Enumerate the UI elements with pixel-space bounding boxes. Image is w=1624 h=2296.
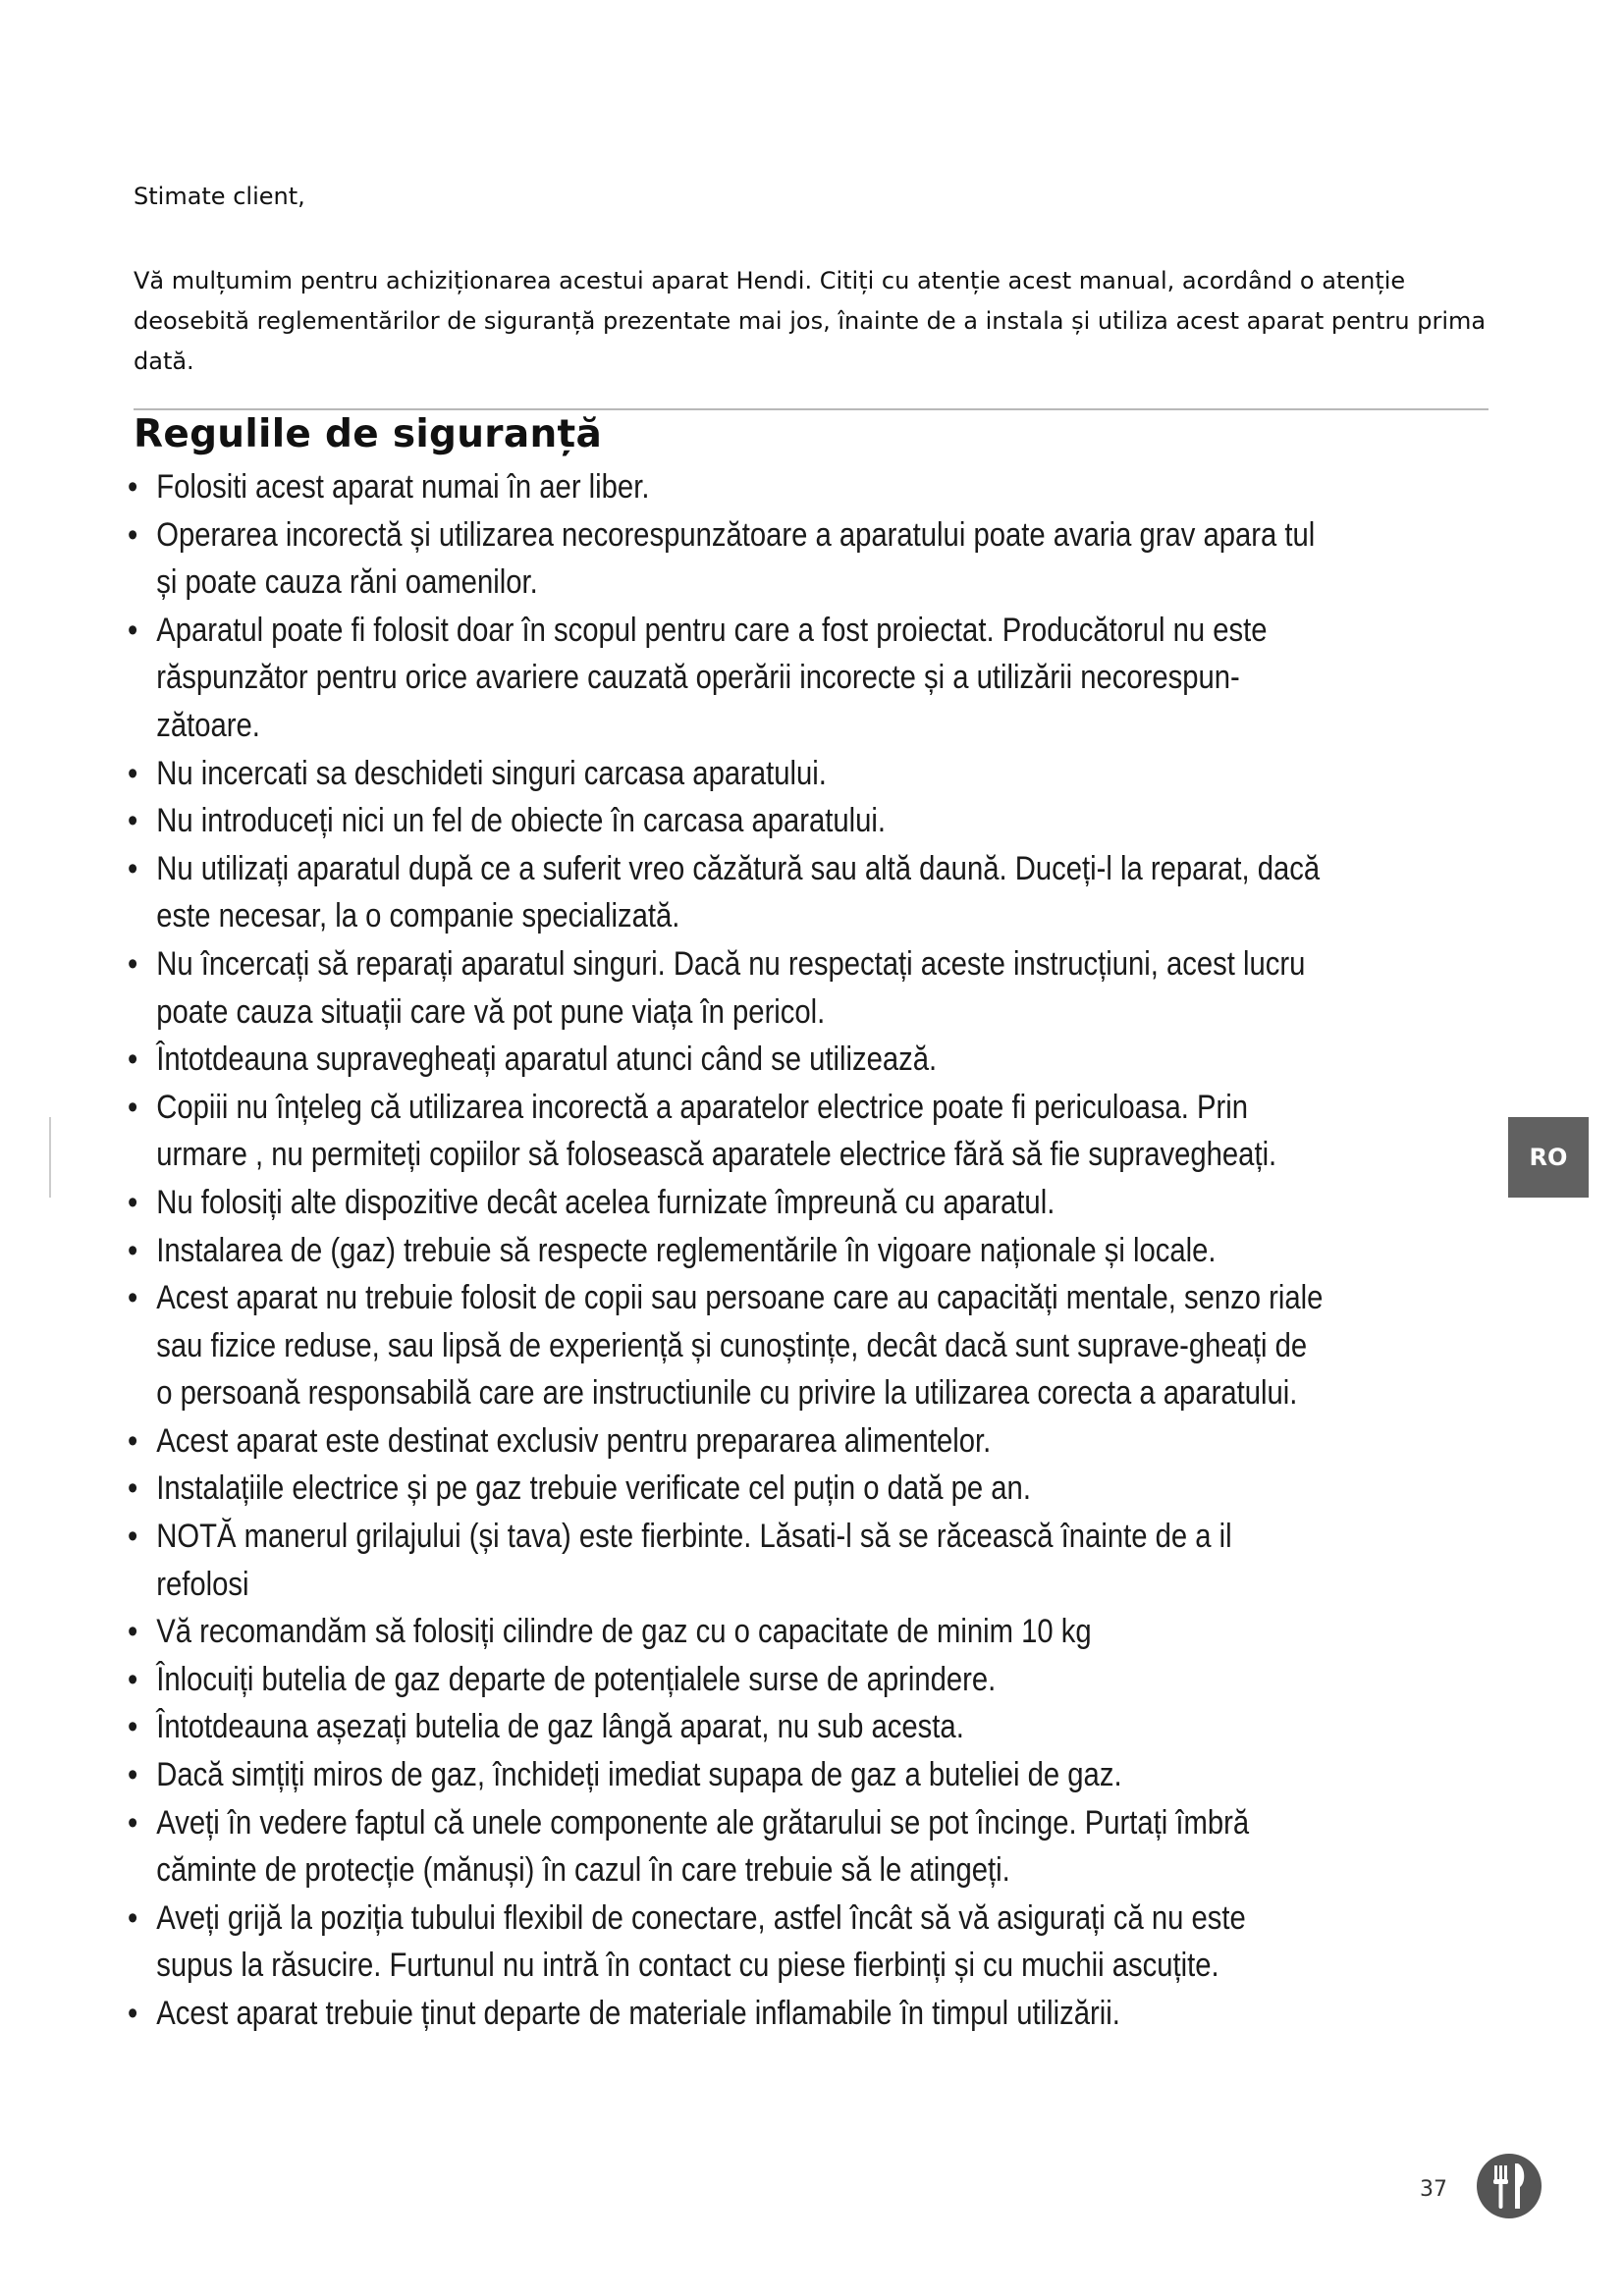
bullet: •	[128, 1231, 138, 1269]
rule-item	[128, 1417, 1326, 1466]
bullet: •	[128, 754, 138, 792]
rule-text: Folositi acest aparat numai în aer liber.	[156, 468, 650, 506]
bullet: •	[128, 802, 138, 840]
rule-text: Acest aparat este destinat exclusiv pentru prepararea alimentelor.	[156, 1421, 992, 1460]
language-tab: RO	[1508, 1117, 1589, 1198]
section-divider	[134, 408, 1489, 410]
page-number: 37	[1420, 2177, 1447, 2202]
rule-text: Înlocuiți butelia de gaz departe de potențialele surse de aprindere.	[156, 1660, 997, 1698]
rule-item	[128, 1990, 1326, 2038]
rule-text: Copiii nu înțeleg că utilizarea incorectă a aparatelor electrice poate fi periculoasa. Prin urmare , nu permiteți copiilor să folosească aparatele electrice fără să fie supravegheați.	[156, 1088, 1277, 1174]
rule-item	[128, 1036, 1326, 1084]
rule-item	[128, 1895, 1326, 1990]
rule-text: Instalațiile electrice și pe gaz trebuie verificate cel puțin o dată pe an.	[156, 1469, 1031, 1508]
rule-item	[128, 1513, 1326, 1608]
rule-item	[128, 1179, 1326, 1227]
rule-text: Acest aparat nu trebuie folosit de copii sau persoane care au capacități mentale, senzo riale sau fizice reduse, sau lipsă de experiență și cunoștințe, decât dacă sunt suprave-gheați de o persoană responsabilă care are instructiunile cu privire la utilizarea corecta a aparatului.	[156, 1279, 1324, 1413]
rule-text: Operarea incorectă și utilizarea necorespunzătoare a aparatului poate avaria grav apara tul și poate cauza răni oamenilor.	[156, 515, 1316, 602]
rule-item	[128, 1751, 1326, 1799]
bullet: •	[128, 1995, 138, 2032]
bullet: •	[128, 1421, 138, 1460]
rule-text: Aveți în vedere faptul că unele componente ale grătarului se pot încinge. Purtați îmbră căminte de protecție (mănuși) în cazul în care trebuie să le atingeți.	[156, 1803, 1250, 1890]
rule-text: Nu încercați să reparați aparatul singuri. Dacă nu respectați aceste instrucțiuni, acest lucru poate cauza situații care vă pot pune viața în pericol.	[156, 944, 1306, 1031]
rule-item	[128, 1227, 1326, 1275]
rule-text: NOTĂ manerul grilajului (și tava) este fierbinte. Lăsati-l să se răcească înainte de a il refolosi	[156, 1518, 1232, 1603]
rule-item	[128, 797, 1326, 845]
bullet: •	[128, 1469, 138, 1508]
rule-item	[128, 750, 1326, 798]
rule-text: Întotdeauna supravegheați aparatul atunci când se utilizează.	[156, 1041, 938, 1079]
rule-item	[128, 1084, 1326, 1179]
rule-text: Aparatul poate fi folosit doar în scopul pentru care a fost proiectat. Producătorul nu este răspunzător pentru orice avariere cauzată operării incorecte și a utilizării necorespun-zătoare.	[156, 611, 1268, 744]
rule-text: Dacă simțiți miros de gaz, închideți imediat supapa de gaz a buteliei de gaz.	[156, 1756, 1122, 1794]
rule-item	[128, 1608, 1326, 1656]
bullet: •	[128, 1041, 138, 1079]
bullet: •	[128, 468, 138, 506]
rule-text: Nu incercati sa deschideti singuri carcasa aparatului.	[156, 754, 827, 792]
rule-item	[128, 511, 1326, 607]
rule-text: Instalarea de (gaz) trebuie să respecte reglementările în vigoare naționale și locale.	[156, 1231, 1217, 1269]
bullet: •	[128, 1660, 138, 1698]
greeting: Stimate client,	[134, 183, 305, 210]
rule-item	[128, 607, 1326, 750]
bullet: •	[128, 1708, 138, 1746]
bullet: •	[128, 1613, 138, 1651]
bullet: •	[128, 1088, 138, 1126]
rule-text: Nu folosiți alte dispozitive decât acelea furnizate împreună cu aparatul.	[156, 1183, 1056, 1221]
rule-item	[128, 1274, 1326, 1417]
rule-text: Nu introduceți nici un fel de obiecte în carcasa aparatului.	[156, 802, 887, 840]
bullet: •	[128, 1756, 138, 1794]
rule-item	[128, 940, 1326, 1036]
rule-item	[128, 1656, 1326, 1704]
rule-text: Vă recomandăm să folosiți cilindre de gaz cu o capacitate de minim 10 kg	[156, 1613, 1092, 1651]
bullet: •	[128, 1183, 138, 1221]
margin-mark	[49, 1117, 51, 1198]
rule-item	[128, 463, 1326, 511]
rule-item	[128, 1703, 1326, 1751]
bullet: •	[128, 944, 138, 983]
safety-rules-list	[128, 463, 1326, 2038]
rule-text: Aveți grijă la poziția tubului flexibil de conectare, astfel încât să vă asigurați că nu este supus la răsucire. Furtunul nu intră în contact cu piese fierbinți și cu muchii ascuțite.	[156, 1898, 1246, 1985]
rule-text: Întotdeauna așezați butelia de gaz lângă aparat, nu sub acesta.	[156, 1708, 964, 1746]
rule-text: Nu utilizați aparatul după ce a suferit vreo căzătură sau altă daună. Duceți-l la reparat, dacă este necesar, la o companie specializată.	[156, 849, 1321, 935]
bullet: •	[128, 1803, 138, 1842]
rule-item	[128, 1465, 1326, 1513]
bullet: •	[128, 515, 138, 554]
bullet: •	[128, 1518, 138, 1556]
intro-paragraph: Vă mulțumim pentru achiziționarea acestui aparat Hendi. Citiți cu atenție acest manual, acordând o atenție deosebită reglementărilor de siguranță prezentate mai jos, înainte de a instala și utiliza acest aparat pentru prima dată.	[134, 267, 1487, 375]
section-heading: Regulile de siguranță	[134, 412, 603, 456]
rule-item	[128, 845, 1326, 940]
fork-knife-logo-icon	[1475, 2152, 1543, 2220]
rule-text: Acest aparat trebuie ținut departe de materiale inflamabile în timpul utilizării.	[156, 1995, 1120, 2032]
rule-item	[128, 1799, 1326, 1895]
bullet: •	[128, 849, 138, 887]
bullet: •	[128, 1279, 138, 1317]
bullet: •	[128, 611, 138, 649]
bullet: •	[128, 1898, 138, 1937]
